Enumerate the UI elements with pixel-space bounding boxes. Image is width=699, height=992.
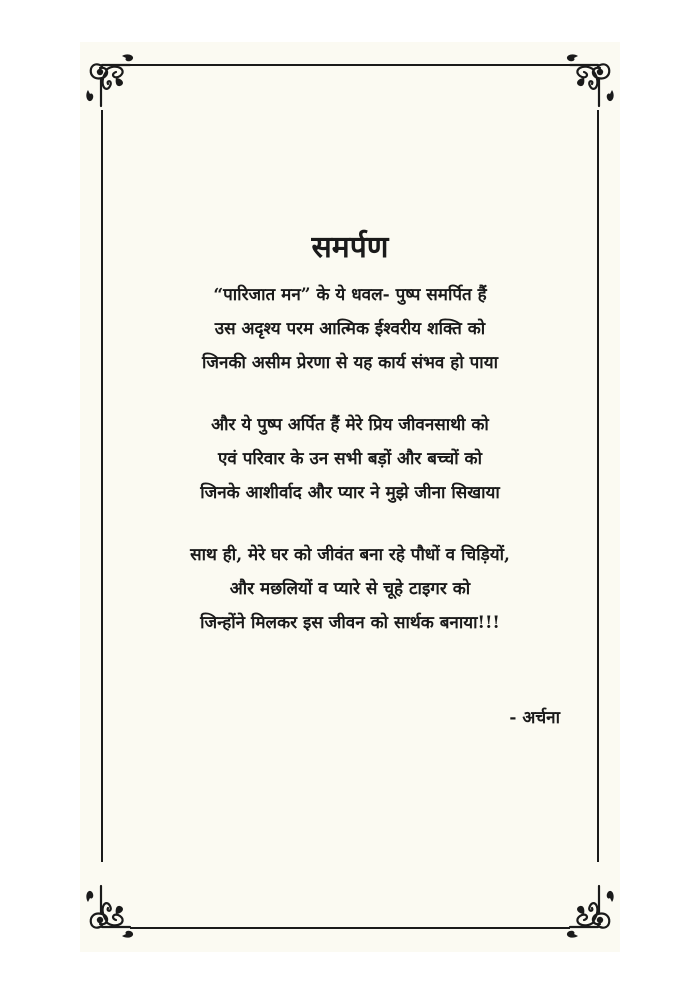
stanza-2 (110, 408, 590, 510)
dedication-title: समर्पण (311, 230, 389, 265)
verse-line: उस अदृश्य परम आत्मिक ईश्वरीय शक्ति को (214, 319, 486, 339)
corner-flourish-icon (80, 884, 140, 944)
verse-line: एवं परिवार के उन सभी बड़ों और बच्चों को (218, 449, 482, 469)
frame-left-border (101, 110, 103, 862)
frame-top-border (130, 64, 570, 66)
dedication-body (110, 228, 590, 668)
frame-bottom-border (130, 927, 570, 929)
verse-line: साथ ही, मेरे घर को जीवंत बना रहे पौधों व चिड़ियों, (190, 545, 510, 565)
corner-flourish-icon (560, 884, 620, 944)
verse-line: और ये पुष्प अर्पित हैं मेरे प्रिय जीवनसाथी को (211, 415, 489, 435)
stanza-3 (110, 538, 590, 640)
verse-line: जिन्होंने मिलकर इस जीवन को सार्थक बनाया!!! (200, 613, 500, 633)
corner-flourish-icon (560, 48, 620, 108)
verse-line: “पारिजात मन” के ये धवल- पुष्प समर्पित हैं (213, 285, 487, 305)
corner-flourish-icon (80, 48, 140, 108)
author-signature: - अर्चना (509, 708, 560, 728)
verse-line: जिनके आशीर्वाद और प्यार ने मुझे जीना सिखाया (200, 483, 500, 503)
stanza-1 (110, 278, 590, 380)
verse-line: जिनकी असीम प्रेरणा से यह कार्य संभव हो पाया (202, 353, 498, 373)
frame-right-border (597, 110, 599, 862)
verse-line: और मछलियों व प्यारे से चूहे टाइगर को (229, 579, 471, 599)
